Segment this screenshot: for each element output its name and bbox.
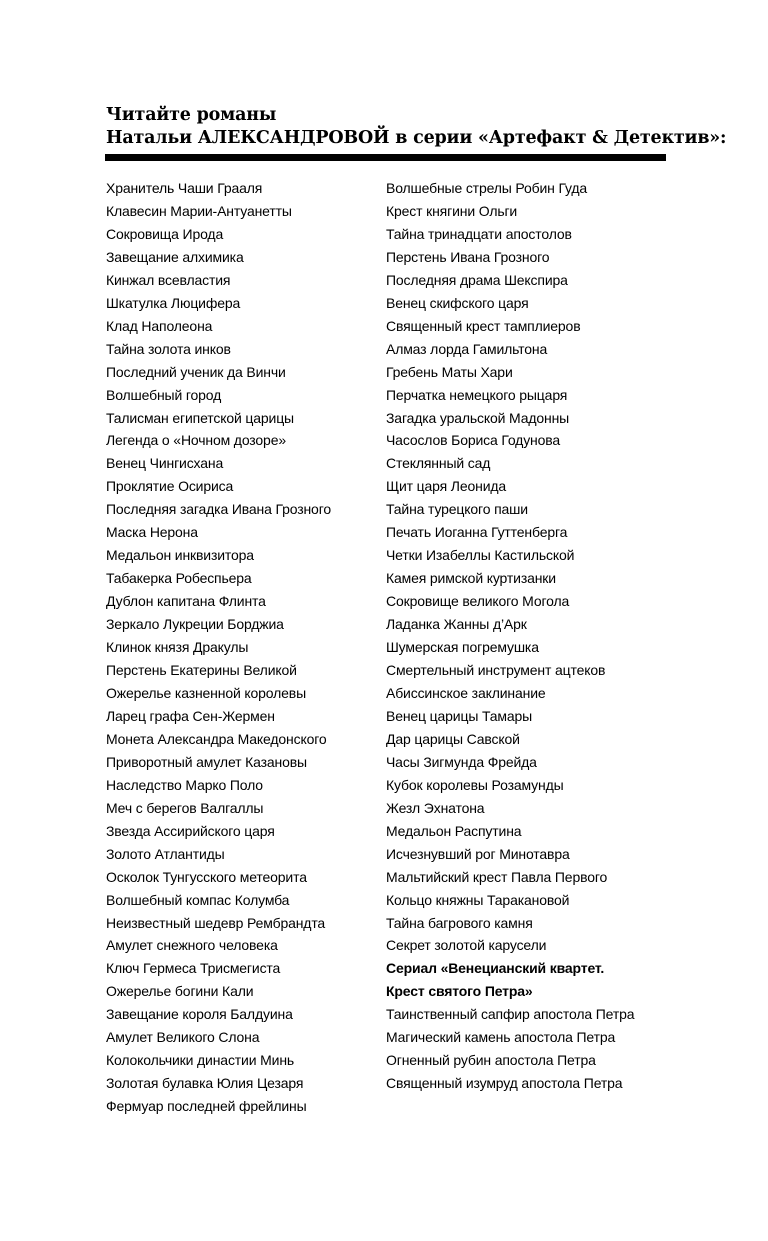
book-title-item: Кубок королевы Розамунды bbox=[386, 776, 564, 793]
book-title-item: Венец скифского царя bbox=[386, 294, 529, 311]
book-title-item: Смертельный инструмент ацтеков bbox=[386, 662, 606, 679]
book-title-item: Проклятие Осириса bbox=[106, 478, 234, 495]
book-title-item: Тайна багрового камня bbox=[386, 914, 533, 931]
book-title-item: Маска Нерона bbox=[106, 524, 198, 541]
book-title-item: Кинжал всевластия bbox=[106, 271, 231, 288]
book-title-item: Неизвестный шедевр Рембрандта bbox=[106, 914, 326, 931]
book-title-item: Амулет снежного человека bbox=[106, 937, 278, 954]
book-title-item: Волшебный компас Колумба bbox=[106, 891, 290, 908]
book-title-item: Кольцо княжны Таракановой bbox=[386, 891, 570, 908]
book-title-item: Меч с берегов Валгаллы bbox=[106, 799, 264, 816]
book-title-item: Загадка уральской Мадонны bbox=[386, 409, 570, 426]
book-title-item: Сокровище великого Могола bbox=[386, 593, 570, 610]
book-title-item: Мальтийский крест Павла Первого bbox=[386, 868, 608, 885]
left-title-list bbox=[106, 177, 376, 1118]
book-title-item: Ларец графа Сен-Жермен bbox=[106, 707, 275, 724]
book-title-item: Фермуар последней фрейлины bbox=[106, 1098, 307, 1115]
book-title-item: Золото Атлантиды bbox=[106, 845, 225, 862]
book-title-item: Дублон капитана Флинта bbox=[106, 593, 266, 610]
book-title-item: Щит царя Леонида bbox=[386, 478, 507, 495]
book-title-item: Перстень Екатерины Великой bbox=[106, 662, 297, 679]
book-title-item: Тайна турецкого паши bbox=[386, 501, 528, 518]
book-title-item: Последняя драма Шекспира bbox=[386, 271, 568, 288]
book-title-item: Перстень Ивана Грозного bbox=[386, 248, 550, 265]
book-title-item: Медальон инквизитора bbox=[106, 547, 254, 564]
book-title-item: Волшебный город bbox=[106, 386, 222, 403]
book-title-item: Алмаз лорда Гамильтона bbox=[386, 340, 548, 357]
book-title-item: Шумерская погремушка bbox=[386, 639, 539, 656]
book-title-item: Камея римской куртизанки bbox=[386, 570, 556, 587]
book-title-item: Звезда Ассирийского царя bbox=[106, 822, 275, 839]
book-title-item: Колокольчики династии Минь bbox=[106, 1052, 295, 1069]
book-title-item: Венец царицы Тамары bbox=[386, 707, 533, 724]
book-title-item: Абиссинское заклинание bbox=[386, 684, 546, 701]
book-title-item: Зеркало Лукреции Борджиа bbox=[106, 616, 284, 633]
right-title-list bbox=[386, 177, 686, 1095]
subseries-heading: Крест святого Петра» bbox=[386, 983, 533, 1000]
book-title-item: Тайна золота инков bbox=[106, 340, 231, 357]
book-title-item: Ожерелье казненной королевы bbox=[106, 684, 306, 701]
book-title-item: Ладанка Жанны д’Арк bbox=[386, 616, 527, 633]
book-title-item: Волшебные стрелы Робин Гуда bbox=[386, 180, 588, 196]
book-title-item: Гребень Маты Хари bbox=[386, 363, 513, 380]
book-title-item: Сокровища Ирода bbox=[106, 225, 224, 242]
book-title-item: Исчезнувший рог Минотавра bbox=[386, 845, 570, 862]
book-title-item: Завещание короля Балдуина bbox=[106, 1006, 293, 1023]
book-title-item: Клавесин Марии-Антуанетты bbox=[106, 202, 292, 219]
book-title-item: Перчатка немецкого рыцаря bbox=[386, 386, 568, 403]
book-title-item: Клинок князя Дракулы bbox=[106, 639, 249, 656]
book-title-item: Печать Иоганна Гуттенберга bbox=[386, 524, 568, 541]
book-title-item: Секрет золотой карусели bbox=[386, 937, 547, 954]
book-title-item: Наследство Марко Поло bbox=[106, 776, 263, 793]
book-title-item: Приворотный амулет Казановы bbox=[106, 753, 307, 770]
book-title-item: Венец Чингисхана bbox=[106, 455, 224, 472]
book-title-item: Осколок Тунгусского метеорита bbox=[106, 868, 307, 885]
book-title-item: Ожерелье богини Кали bbox=[106, 983, 254, 1000]
book-title-item: Амулет Великого Слона bbox=[106, 1029, 260, 1046]
book-title-item: Монета Александра Македонского bbox=[106, 730, 327, 747]
subseries-title-item: Священный изумруд апостола Петра bbox=[386, 1075, 623, 1092]
book-title-item: Ключ Гермеса Трисмегиста bbox=[106, 960, 281, 977]
subseries-title-item: Таинственный сапфир апостола Петра bbox=[386, 1006, 635, 1023]
book-title-item: Золотая булавка Юлия Цезаря bbox=[106, 1075, 304, 1092]
subseries-title-item: Магический камень апостола Петра bbox=[386, 1029, 616, 1046]
book-title-item: Клад Наполеона bbox=[106, 317, 213, 334]
book-title-item: Табакерка Робеспьера bbox=[106, 570, 252, 587]
book-title-item: Стеклянный сад bbox=[386, 455, 491, 472]
book-title-item: Священный крест тамплиеров bbox=[386, 317, 581, 334]
book-title-item: Четки Изабеллы Кастильской bbox=[386, 547, 575, 564]
book-title-item: Дар царицы Савской bbox=[386, 730, 520, 747]
book-title-item: Часослов Бориса Годунова bbox=[386, 432, 561, 449]
book-title-item: Медальон Распутина bbox=[386, 822, 522, 839]
subseries-title-item: Огненный рубин апостола Петра bbox=[386, 1052, 596, 1069]
book-title-item: Последний ученик да Винчи bbox=[106, 363, 286, 380]
header-rule-divider bbox=[105, 154, 666, 161]
book-title-item: Часы Зигмунда Фрейда bbox=[386, 753, 537, 770]
book-title-item: Шкатулка Люцифера bbox=[106, 294, 241, 311]
header-line-2: Натальи АЛЕКСАНДРОВОЙ в серии «Артефакт & Детектив»: bbox=[106, 128, 727, 148]
book-title-item: Легенда о «Ночном дозоре» bbox=[106, 432, 286, 449]
book-title-item: Завещание алхимика bbox=[106, 248, 244, 265]
book-title-item: Жезл Эхнатона bbox=[386, 799, 485, 816]
book-title-item: Крест княгини Ольги bbox=[386, 202, 518, 219]
subseries-heading: Сериал «Венецианский квартет. bbox=[386, 960, 605, 977]
header-line-1: Читайте романы bbox=[106, 105, 277, 125]
book-title-item: Хранитель Чаши Грааля bbox=[106, 180, 263, 196]
page-header bbox=[106, 104, 727, 150]
book-title-item: Тайна тринадцати апостолов bbox=[386, 225, 572, 242]
book-title-item: Талисман египетской царицы bbox=[106, 409, 294, 426]
book-title-item: Последняя загадка Ивана Грозного bbox=[106, 501, 331, 518]
